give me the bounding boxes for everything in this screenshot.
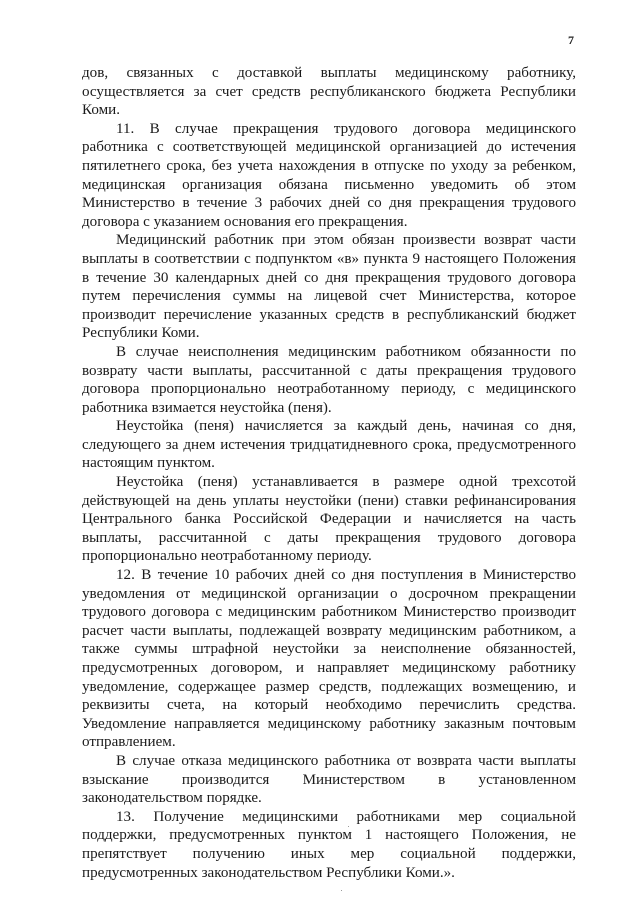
paragraph-penalty-rate: Неустойка (пеня) устанавливается в размере одной трехсотой действующей на день уплаты неустойки (пени) ставки рефинансирования Центрального банка Российской Федерации и начисляется на часть выплаты, рассчитанной с даты прекращения трудового договора пропорционально неотработанному периоду. [82,474,576,565]
paragraph-refund-obligation: Медицинский работник при этом обязан произвести возврат части выплаты в соответствии с подпунктом «в» пункта 9 настоящего Положения в течение 30 календарных дней со дня прекращения трудового договора путем перечисления суммы на лицевой счет Министерства, которое производит перечисление указанных средств в республиканский бюджет Республики Коми. [82,232,576,342]
paragraph-penalty-charge: В случае неисполнения медицинским работником обязанности по возврату части выплаты, рассчитанной с даты прекращения трудового договора пропорционально неотработанному периоду, с медицинского работника взимается неустойка (пеня). [82,343,576,416]
paragraph-refusal: В случае отказа медицинского работника от возврата части выплаты взыскание производится Министерством в установленном законодательством порядке. [82,752,576,807]
paragraph-penalty-accrual: Неустойка (пеня) начисляется за каждый день, начиная со дня, следующего за днем истечения тридцатидневного срока, предусмотренного настоящим пунктом. [82,418,576,472]
paragraph-item-11: 11. В случае прекращения трудового договора медицинского работника с соответствующей медицинской организацией до истечения пятилетнего срока, без учета нахождения в отпуске по уходу за ребенком, медицинская организация обязана письменно уведомить об этом Министерство в течение 3 рабочих дней со дня прекращения трудового договора с указанием основания его прекращения. [82,120,576,230]
scan-speck [341,890,342,891]
paragraph-item-13: 13. Получение медицинскими работниками мер социальной поддержки, предусмотренных пунктом 1 настоящего Положения, не препятствует получению иных мер социальной поддержки, предусмотренных законодательством Республики Коми.». [82,808,576,881]
page-number: 7 [568,33,574,47]
document-body [82,64,576,882]
paragraph-continuation: дов, связанных с доставкой выплаты медицинскому работнику, осуществляется за счет средств республиканского бюджета Республики Коми. [82,65,576,119]
paragraph-item-12: 12. В течение 10 рабочих дней со дня поступления в Министерство уведомления от медицинской организации о досрочном прекращении трудового договора с медицинским работником Министерство производит расчет части выплаты, подлежащей возврату медицинским работником, а также суммы штрафной неустойки за неисполнение обязанностей, предусмотренных договором, и направляет медицинскому работнику уведомление, содержащее размер средств, подлежащих возмещению, и реквизиты счета, на который необходимо перечислить средства. Уведомление направляется медицинскому работнику заказным почтовым отправлением. [82,567,576,751]
scan-speck [348,826,349,827]
